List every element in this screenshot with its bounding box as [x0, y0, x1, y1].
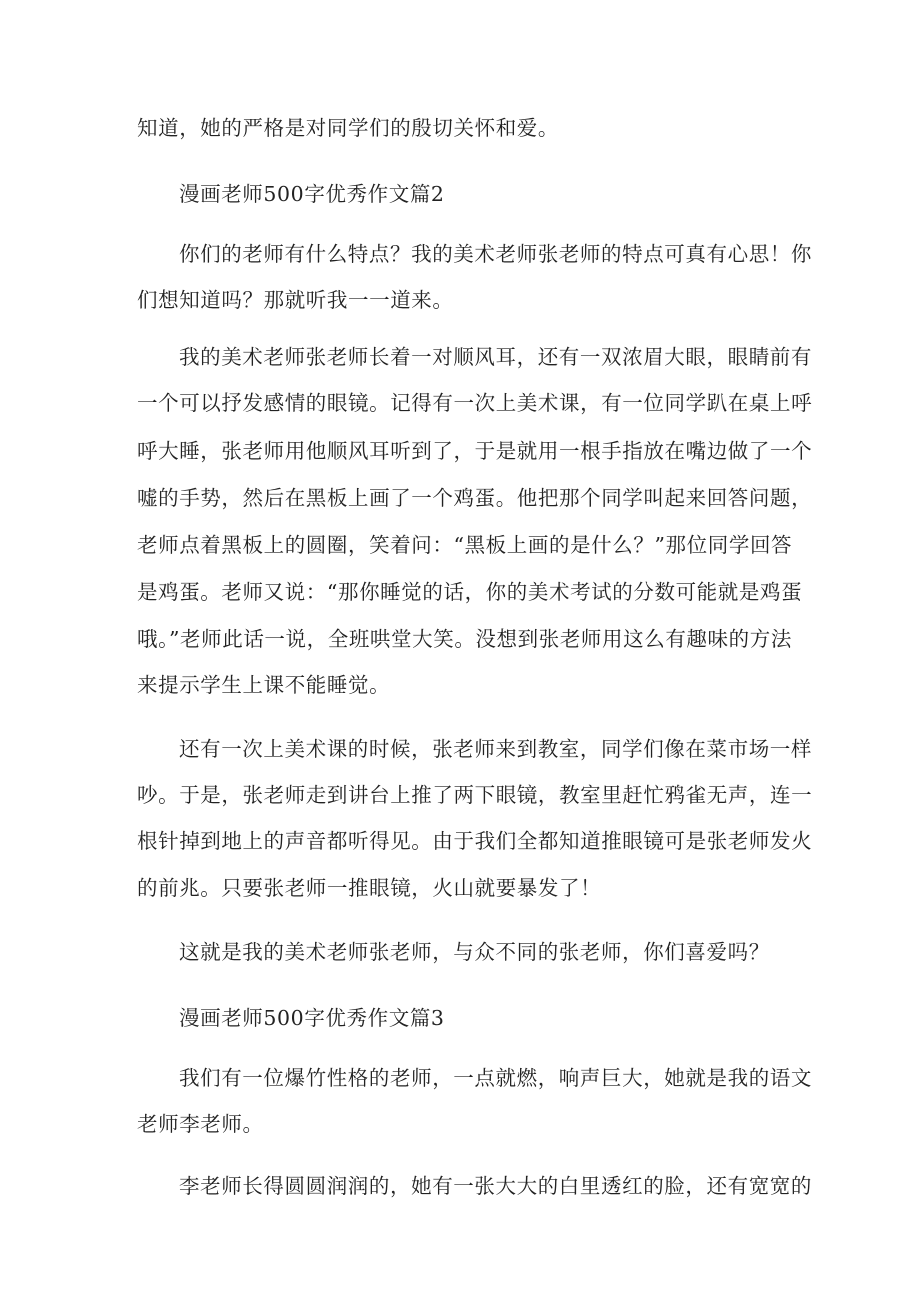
paragraph-line: 嘘的手势，然后在黑板上画了一个鸡蛋。他把那个同学叫起来回答问题， [137, 486, 813, 510]
paragraph-line: 老师点着黑板上的圆圈，笑着问：“黑板上画的是什么？”那位同学回答 [137, 533, 793, 557]
paragraph-line: 呼大睡，张老师用他顺风耳听到了，于是就用一根手指放在嘴边做了一个 [137, 439, 813, 463]
paragraph-line: 这就是我的美术老师张老师，与众不同的张老师，你们喜爱吗？ [179, 940, 770, 964]
paragraph-line: 吵。于是，张老师走到讲台上推了两下眼镜，教室里赶忙鸦雀无声，连一 [137, 783, 813, 807]
paragraph-line: 来提示学生上课不能睡觉。 [137, 673, 391, 697]
paragraph-line: 们想知道吗？那就听我一一道来。 [137, 288, 454, 312]
paragraph-line: 还有一次上美术课的时候，张老师来到教室，同学们像在菜市场一样 [179, 737, 812, 761]
paragraph-line: 根针掉到地上的声音都听得见。由于我们全都知道推眼镜可是张老师发火 [137, 829, 813, 853]
paragraph-line: 我的美术老师张老师长着一对顺风耳，还有一双浓眉大眼，眼睛前有 [179, 345, 812, 369]
section-heading-2: 漫画老师500字优秀作文篇2 [179, 182, 445, 206]
paragraph-line: 的前兆。只要张老师一推眼镜，火山就要暴发了！ [137, 876, 602, 900]
paragraph-line: 我们有一位爆竹性格的老师，一点就燃，响声巨大，她就是我的语文 [179, 1066, 812, 1090]
section-heading-3: 漫画老师500字优秀作文篇3 [179, 1006, 445, 1030]
paragraph-continuation: 知道，她的严格是对同学们的殷切关怀和爱。 [137, 116, 559, 140]
paragraph-line: 李老师长得圆圆润润的，她有一张大大的白里透红的脸，还有宽宽的 [179, 1174, 812, 1198]
paragraph-line: 老师李老师。 [137, 1112, 264, 1136]
paragraph-line: 是鸡蛋。老师又说：“那你睡觉的话，你的美术考试的分数可能就是鸡蛋 [137, 580, 803, 604]
paragraph-line: 你们的老师有什么特点？我的美术老师张老师的特点可真有心思！你 [179, 242, 812, 266]
paragraph-line: 哦。”老师此话一说，全班哄堂大笑。没想到张老师用这么有趣味的方法 [137, 627, 792, 651]
paragraph-line: 一个可以抒发感情的眼镜。记得有一次上美术课，有一位同学趴在桌上呼 [137, 391, 813, 415]
